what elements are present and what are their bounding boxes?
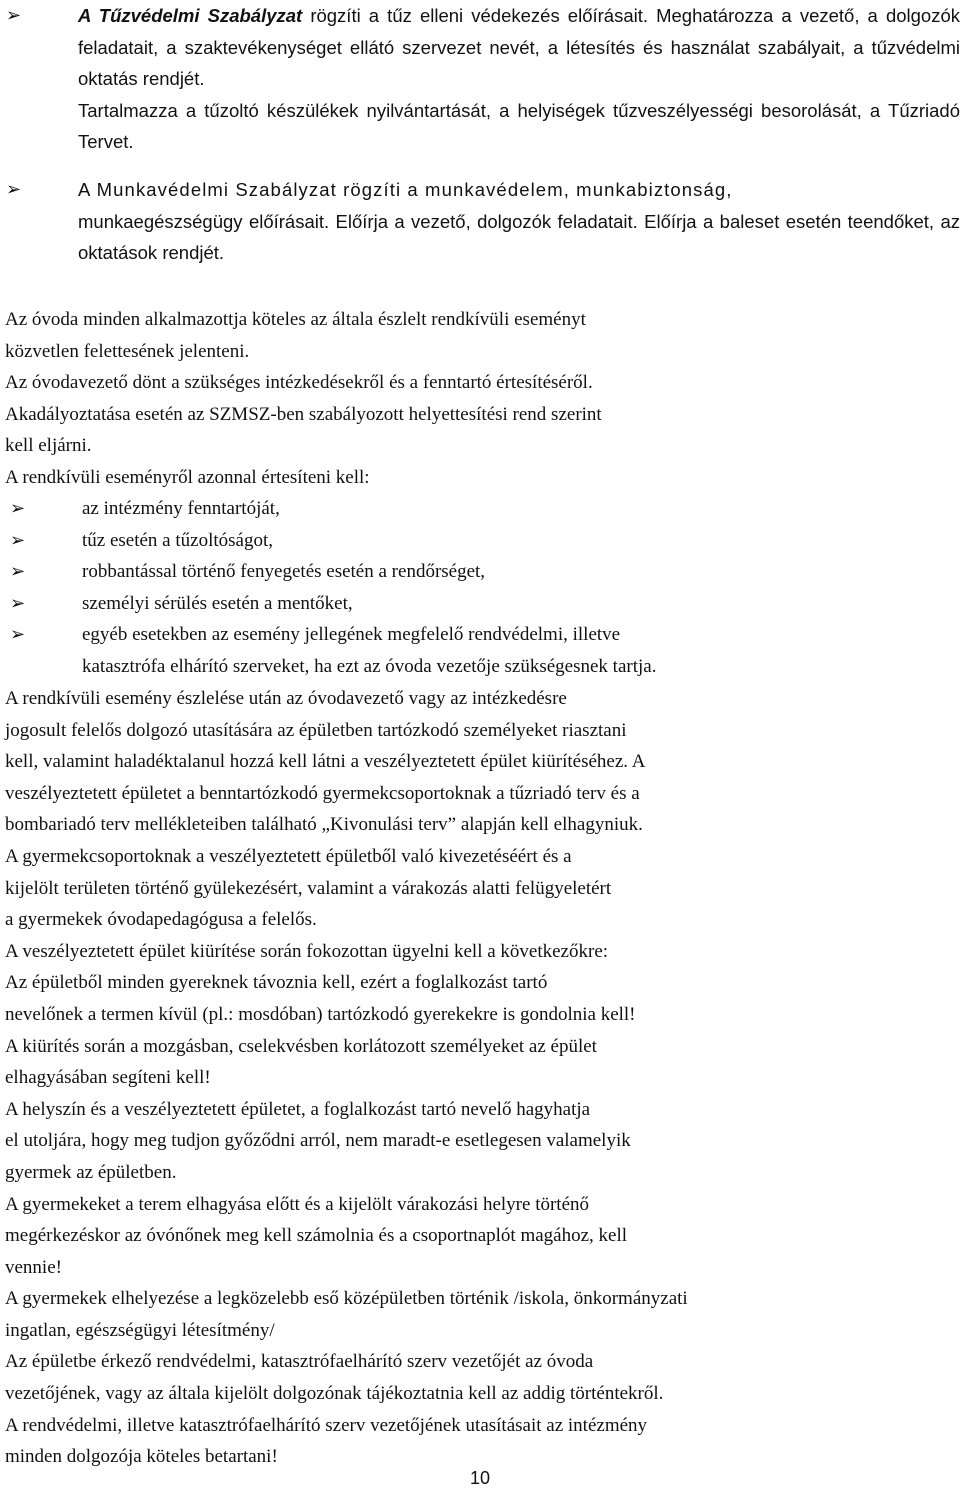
bullet-fire-regulation bbox=[6, 0, 960, 158]
paragraph-line: A kiürítés során a mozgásban, cselekvésben korlátozott személyeket az épület bbox=[5, 1035, 597, 1057]
paragraph-line: A helyszín és a veszélyeztetett épületet, a foglalkozást tartó nevelő hagyhatja bbox=[5, 1098, 591, 1120]
paragraph-line: Az óvodavezető dönt a szükséges intézkedésekről és a fenntartó értesítéséről. bbox=[5, 372, 593, 394]
arrow-bullet-icon: ➢ bbox=[6, 5, 22, 26]
list-item-text: személyi sérülés esetén a mentőket, bbox=[82, 592, 353, 614]
paragraph-line: Az épületből minden gyereknek távoznia kell, ezért a foglalkozást tartó bbox=[5, 972, 548, 994]
paragraph-line: bombariadó terv mellékleteiben található „Kivonulási terv” alapján kell elhagyniuk. bbox=[5, 814, 643, 836]
paragraph-line: gyermek az épületben. bbox=[5, 1161, 177, 1183]
bullet-text-part: rögzíti a tűz elleni védekezés előírásait. Meghatározza a vezető, a dolgozók feladatait, a szaktevékenységet ellátó szervezet nevét, a létesítés és használat szabályait, a tűzvédelmi oktatás rendjét. bbox=[78, 5, 960, 89]
paragraph-line: kijelölt területen történő gyülekezésért, valamint a várakozás alatti felügyeletért bbox=[5, 877, 612, 899]
paragraph-line: A rendkívüli esemény észlelése után az óvodavezető vagy az intézkedésre bbox=[5, 688, 567, 709]
paragraph-line: Akadályoztatása esetén az SZMSZ-ben szabályozott helyettesítési rend szerint bbox=[5, 403, 602, 425]
bullet-text bbox=[78, 0, 960, 95]
paragraph-line: A rendvédelmi, illetve katasztrófaelhárító szerv vezetőjének utasításait az intézmény bbox=[5, 1414, 648, 1436]
paragraph-line: minden dolgozója köteles betartani! bbox=[5, 1446, 278, 1468]
paragraph-line: A gyermekeket a terem elhagyása előtt és a kijelölt várakozási helyre történő bbox=[5, 1193, 590, 1215]
paragraph-line: vezetőjének, vagy az általa kijelölt dolgozónak tájékoztatnia kell az addig történtekről. bbox=[5, 1383, 664, 1405]
list-item-text: az intézmény fenntartóját, bbox=[82, 498, 280, 519]
arrow-bullet-icon: ➢ bbox=[6, 179, 22, 200]
notify-list bbox=[10, 493, 960, 682]
paragraph-line: A gyermekek elhelyezése a legközelebb eső középületben történik /iskola, önkormányzati bbox=[5, 1288, 688, 1310]
list-item-continuation: katasztrófa elhárító szerveket, ha ezt az óvoda vezetője szükségesnek tartja. bbox=[82, 655, 657, 677]
paragraph-line: jogosult felelős dolgozó utasítására az épületben tartózkodó személyeket riasztani bbox=[5, 719, 627, 741]
arrow-bullet-icon: ➢ bbox=[10, 529, 26, 551]
arrow-bullet-icon: ➢ bbox=[10, 624, 26, 645]
paragraph-line: nevelőnek a termen kívül (pl.: mosdóban) tartózkodó gyerekekre is gondolnia kell! bbox=[5, 1003, 636, 1025]
fire-regulation-title: A Tűzvédelmi Szabályzat bbox=[78, 5, 303, 26]
paragraph-line: A rendkívüli eseményről azonnal értesíteni kell: bbox=[5, 466, 370, 488]
list-item-text: robbantással történő fenyegetés esetén a rendőrséget, bbox=[82, 561, 486, 582]
list-item bbox=[10, 619, 960, 682]
arrow-bullet-icon: ➢ bbox=[10, 592, 26, 614]
bullet-continuation: munkaegészségügy előírásait. Előírja a vezető, dolgozók feladatait. Előírja a baleset esetén teendőket, az oktatások rendjét. bbox=[78, 210, 960, 263]
list-item bbox=[10, 493, 960, 525]
bullet-work-safety-regulation bbox=[6, 174, 960, 269]
list-item-text: tűz esetén a tűzoltóságot, bbox=[82, 529, 273, 551]
paragraph-block-b bbox=[5, 683, 960, 1473]
bullet-continuation: Tartalmazza a tűzoltó készülékek nyilvántartását, a helyiségek tűzveszélyességi besorolását, a Tűzriadó Tervet. bbox=[78, 99, 960, 152]
paragraph-line: megérkezéskor az óvónőnek meg kell számolnia és a csoportnaplót magához, kell bbox=[5, 1225, 628, 1247]
paragraph-line: Az óvoda minden alkalmazottja köteles az általa észlelt rendkívüli eseményt bbox=[5, 309, 586, 330]
paragraph-line: A gyermekcsoportoknak a veszélyeztetett épületből való kivezetéséért és a bbox=[5, 845, 572, 867]
bullet-text: A Munkavédelmi Szabályzat rögzíti a munkavédelem, munkabiztonság, bbox=[78, 179, 733, 200]
list-item bbox=[10, 556, 960, 588]
paragraph-line: veszélyeztetett épületet a benntartózkodó gyermekcsoportoknak a tűzriadó terv és a bbox=[5, 782, 640, 804]
arrow-bullet-icon: ➢ bbox=[10, 561, 26, 582]
paragraph-line: kell eljárni. bbox=[5, 435, 92, 457]
paragraph-line: elhagyásában segíteni kell! bbox=[5, 1067, 211, 1089]
list-item bbox=[10, 588, 960, 620]
paragraph-line: A veszélyeztetett épület kiürítése során fokozottan ügyelni kell a következőkre: bbox=[5, 940, 609, 962]
list-item-text: egyéb esetekben az esemény jellegének megfelelő rendvédelmi, illetve bbox=[82, 624, 621, 645]
page-number: 10 bbox=[469, 1468, 491, 1488]
paragraph-line: Az épületbe érkező rendvédelmi, katasztrófaelhárító szerv vezetőjét az óvoda bbox=[5, 1351, 594, 1373]
paragraph-line: vennie! bbox=[5, 1256, 62, 1278]
paragraph-line: kell, valamint haladéktalanul hozzá kell látni a veszélyeztetett épület kiürítéséhez. A bbox=[5, 751, 646, 773]
paragraph-line: el utoljára, hogy meg tudjon győződni arról, nem maradt-e esetlegesen valamelyik bbox=[5, 1130, 631, 1152]
paragraph-block-a bbox=[5, 304, 960, 494]
arrow-bullet-icon: ➢ bbox=[10, 498, 26, 519]
paragraph-line: ingatlan, egészségügyi létesítmény/ bbox=[5, 1319, 275, 1341]
list-item bbox=[10, 525, 960, 557]
paragraph-line: a gyermekek óvodapedagógusa a felelős. bbox=[5, 909, 317, 931]
paragraph-line: közvetlen felettesének jelenteni. bbox=[5, 340, 250, 362]
